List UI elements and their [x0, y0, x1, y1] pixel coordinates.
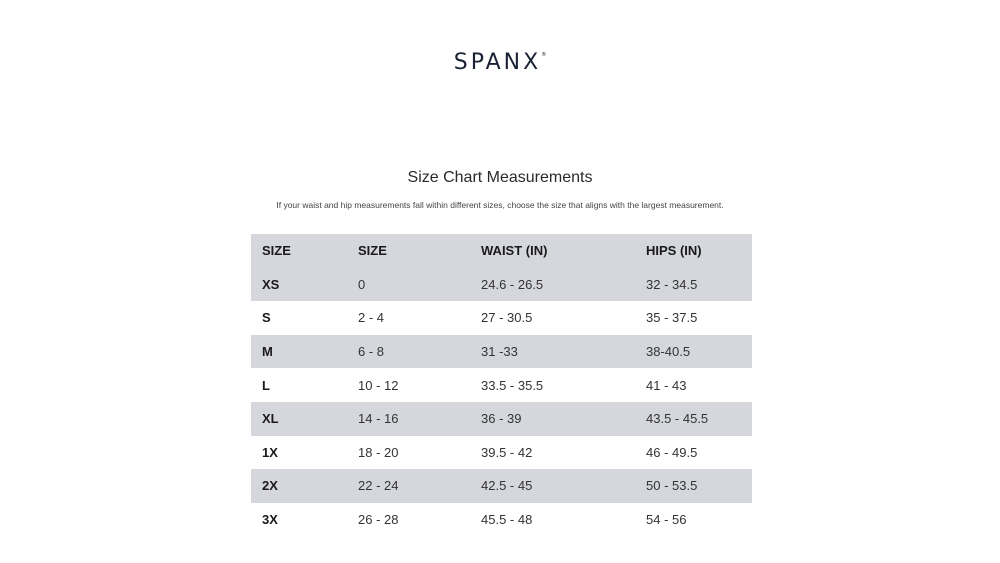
cell-size-number: 26 - 28 [358, 512, 399, 528]
cell-size-number: 18 - 20 [358, 444, 399, 460]
cell-hips: 43.5 - 45.5 [646, 411, 709, 427]
page-title: Size Chart Measurements [407, 169, 593, 186]
table-row [251, 503, 752, 537]
cell-hips: 50 - 53.5 [646, 478, 698, 494]
cell-size-code: L [262, 377, 270, 393]
cell-size-code: S [262, 310, 271, 326]
table-row [251, 268, 752, 302]
cell-waist: 45.5 - 48 [481, 512, 533, 528]
cell-waist: 42.5 - 45 [481, 478, 533, 494]
cell-size-code: 2X [262, 478, 278, 494]
cell-waist: 27 - 30.5 [481, 310, 533, 326]
cell-size-code: 3X [262, 512, 278, 528]
column-header-waist: WAIST (IN) [481, 243, 548, 259]
table-row [251, 436, 752, 470]
cell-waist: 33.5 - 35.5 [481, 377, 544, 393]
table-row [251, 368, 752, 402]
table-row [251, 335, 752, 369]
cell-waist: 31 -33 [481, 344, 518, 360]
column-header-hips: HIPS (IN) [646, 243, 702, 259]
cell-waist: 36 - 39 [481, 411, 522, 427]
table-row [251, 469, 752, 503]
cell-size-number: 2 - 4 [358, 310, 385, 326]
cell-size-number: 0 [358, 276, 366, 292]
cell-hips: 54 - 56 [646, 512, 687, 528]
cell-waist: 24.6 - 26.5 [481, 276, 544, 292]
cell-size-code: XL [262, 411, 279, 427]
column-header-size-number: SIZE [358, 243, 387, 259]
cell-size-number: 22 - 24 [358, 478, 399, 494]
cell-size-number: 14 - 16 [358, 411, 399, 427]
cell-hips: 46 - 49.5 [646, 444, 698, 460]
cell-size-code: XS [262, 276, 280, 292]
cell-size-number: 6 - 8 [358, 344, 385, 360]
table-row [251, 402, 752, 436]
cell-hips: 35 - 37.5 [646, 310, 698, 326]
cell-size-number: 10 - 12 [358, 377, 399, 393]
table-header-row [251, 234, 752, 268]
registered-mark: ® [541, 52, 547, 58]
cell-waist: 39.5 - 42 [481, 444, 533, 460]
logo-text: SPANX [453, 50, 542, 75]
cell-hips: 32 - 34.5 [646, 276, 698, 292]
table-row [251, 301, 752, 335]
cell-hips: 41 - 43 [646, 377, 687, 393]
page-subtitle: If your waist and hip measurements fall within different sizes, choose the size that aligns with the largest measurement. [276, 200, 724, 210]
column-header-size-code: SIZE [262, 243, 291, 259]
cell-size-code: 1X [262, 444, 278, 460]
cell-size-code: M [262, 344, 273, 360]
cell-hips: 38-40.5 [646, 344, 691, 360]
spanx-logo [0, 50, 1000, 75]
size-chart-table [251, 234, 752, 536]
